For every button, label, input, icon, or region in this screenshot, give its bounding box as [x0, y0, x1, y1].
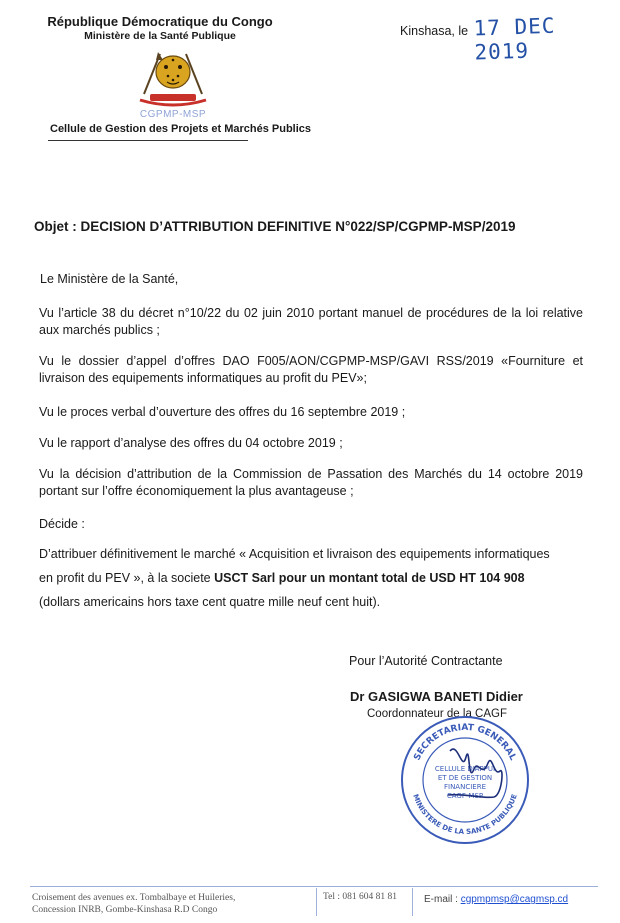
paragraph-opening-minutes: Vu le proces verbal d’ouverture des offres du 16 septembre 2019 ; [39, 405, 406, 419]
date-stamp: 17 DEC 2019 [473, 13, 556, 65]
footer-separator [412, 888, 413, 916]
cell-name: Cellule de Gestion des Projets et Marchés Publics [50, 123, 312, 135]
footer-email-link[interactable]: cgpmpmsp@cagmsp.cd [460, 894, 569, 905]
seal-ring-text: SECRETARIAT GENERAL [412, 722, 518, 763]
footer-email-label: E-mail : [424, 894, 458, 905]
date-label: Kinshasa, le [400, 24, 469, 38]
footer-separator [316, 888, 317, 916]
seal-center-line-3: FINANCIERE [443, 783, 487, 791]
seal-center-line-4: CAGF-MSP [446, 792, 484, 800]
salutation: Le Ministère de la Santé, [40, 272, 179, 286]
acronym-label: CGPMP-MSP [139, 109, 207, 120]
header-divider [48, 140, 248, 141]
award-line-3: (dollars americains hors taxe cent quatre mille neuf cent huit). [39, 595, 381, 609]
decide-heading: Décide : [39, 517, 85, 531]
award-company-amount: USCT Sarl pour un montant total de USD HT 104 908 [214, 571, 525, 585]
contracting-authority-label: Pour l’Autorité Contractante [349, 654, 503, 668]
coat-of-arms-emblem [130, 48, 216, 108]
paragraph-decree: Vu l’article 38 du décret n°10/22 du 02 juin 2010 portant manuel de procédures de la loi relative aux marchés publics ; [39, 306, 583, 337]
paragraph-tender-file: Vu le dossier d’appel d’offres DAO F005/AON/CGPMP-MSP/GAVI RSS/2019 «Fourniture et livraison des equipements informatiques au profit du PEV»; [39, 354, 583, 385]
award-line-2 [39, 571, 525, 585]
signatory-name: Dr GASIGWA BANETI Didier [350, 689, 523, 704]
seal-center-line-2: ET DE GESTION [437, 774, 493, 782]
footer-telephone: Tel : 081 604 81 81 [323, 892, 398, 902]
country-name: République Démocratique du Congo [47, 14, 273, 29]
footer-email-block [424, 894, 568, 905]
footer-address [32, 892, 317, 916]
seal-center-line-1: CELLULE D'APPUI [434, 765, 496, 773]
footer-divider [30, 886, 598, 887]
award-line-1: D’attribuer définitivement le marché « Acquisition et livraison des equipements informatiques [39, 547, 550, 561]
signatory-title: Coordonnateur de la CAGF [367, 708, 507, 720]
seal-bottom-text: MINISTERE DE LA SANTE PUBLIQUE [411, 793, 519, 837]
footer-address-line-2: Concession INRB, Gombe-Kinshasa R.D Congo [32, 905, 218, 915]
paragraph-commission-decision: Vu la décision d’attribution de la Commission de Passation des Marchés du 14 octobre 2019 portant sur l’offre économiquement la plus avantageuse ; [39, 467, 583, 498]
award-line-2-text: en profit du PEV », à la societe [39, 571, 215, 585]
footer-address-line-1: Croisement des avenues ex. Tombalbaye et Huileries, [32, 893, 236, 903]
official-seal-stamp [398, 713, 532, 847]
ministry-name: Ministère de la Santé Publique [84, 30, 236, 42]
subject-line: Objet : DECISION D’ATTRIBUTION DEFINITIVE N°022/SP/CGPMP-MSP/2019 [34, 219, 516, 234]
paragraph-analysis-report: Vu le rapport d’analyse des offres du 04 octobre 2019 ; [39, 436, 343, 450]
